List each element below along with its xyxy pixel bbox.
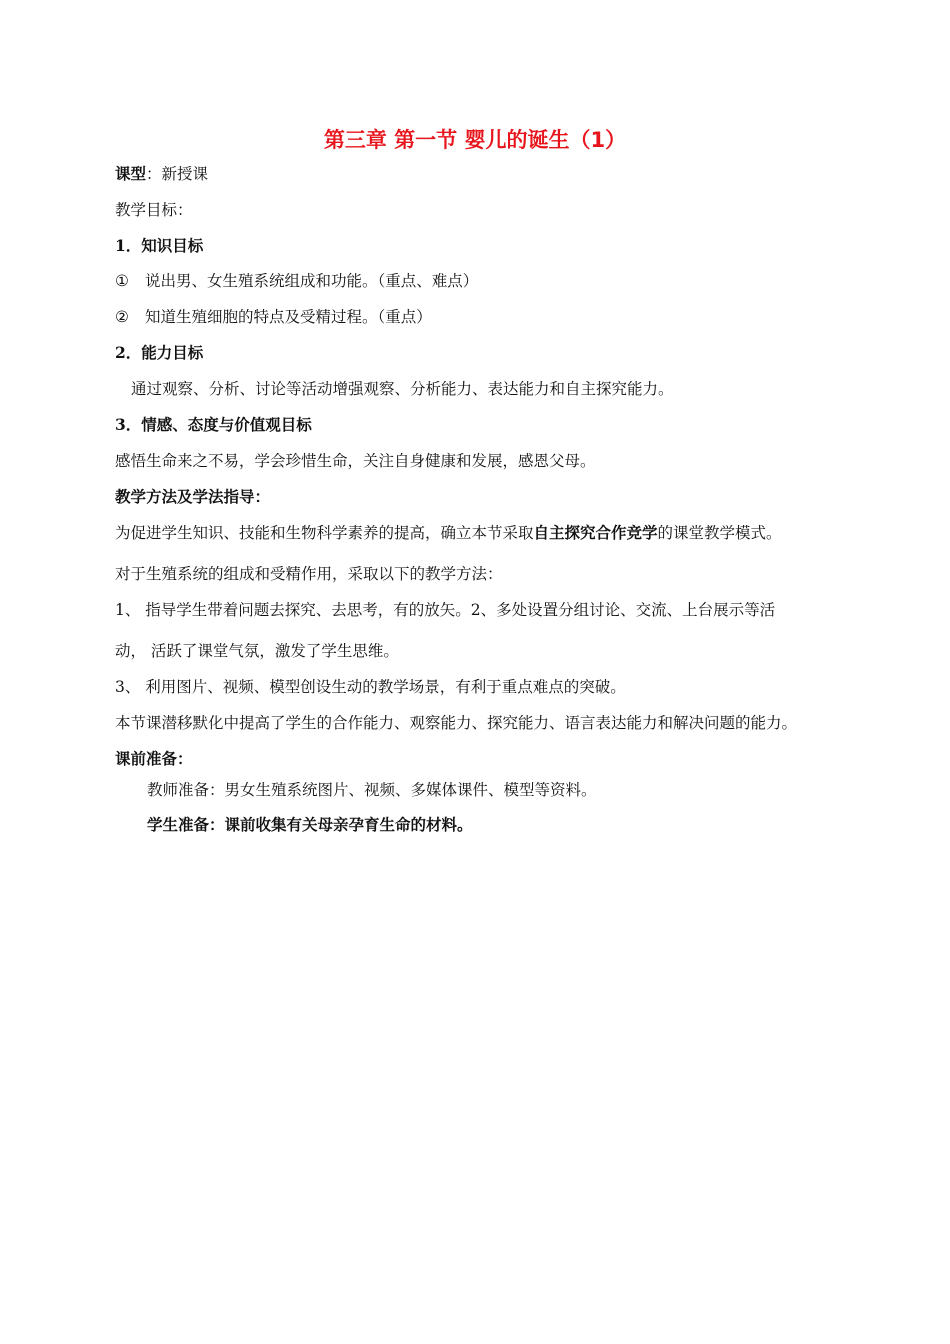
methods-intro-bold: 自主探究合作竞学 [533,523,658,542]
knowledge-item-1 [115,271,478,291]
emotion-text: 感悟生命来之不易，学会珍惜生命，关注自身健康和发展，感恩父母。 [115,452,596,470]
emotion-heading: 3．情感、态度与价值观目标 [115,415,312,434]
knowledge-item-2-text: 知道生殖细胞的特点及受精过程。（重点） [145,308,432,326]
methods-para-2: 对于生殖系统的组成和受精作用，采取以下的教学方法： [115,565,503,583]
methods-summary: 本节课潜移默化中提高了学生的合作能力、观察能力、探究能力、语言表达能力和解决问题的能力。 [115,714,798,732]
prep-teacher: 教师准备：男女生殖系统图片、视频、多媒体课件、模型等资料。 [147,781,597,799]
knowledge-item-2-marker: ② [115,308,129,326]
knowledge-item-1-text: 说出男、女生殖系统组成和功能。（重点、难点） [145,272,479,290]
prep-student: 学生准备：课前收集有关母亲孕育生命的材料。 [147,815,473,834]
lesson-type-sep: ： [146,165,162,183]
methods-item-1-line-1: 1、 指导学生带着问题去探究、去思考，有的放矢。2、多处设置分组讨论、交流、上台展示等活 [115,601,776,619]
knowledge-item-2 [115,307,432,327]
document-title: 第三章 第一节 婴儿的诞生（1） [323,128,627,152]
methods-item-3: 3、 利用图片、视频、模型创设生动的教学场景，有利于重点难点的突破。 [115,678,626,696]
knowledge-item-1-marker: ① [115,272,129,290]
methods-intro-pre: 为促进学生知识、技能和生物科学素养的提高，确立本节采取 [115,524,534,542]
prep-heading: 课前准备： [115,749,193,768]
methods-item-1-line-2: 动， 活跃了课堂气氛，激发了学生思维。 [115,642,399,660]
lesson-type-label: 课型 [115,164,147,183]
lesson-type-line [115,164,208,184]
knowledge-heading: 1．知识目标 [115,236,204,255]
methods-heading: 教学方法及学法指导： [115,487,271,506]
lesson-type-value: 新授课 [161,165,209,183]
objectives-heading: 教学目标： [115,201,193,219]
methods-intro-post: 的课堂教学模式。 [657,524,782,542]
ability-text: 通过观察、分析、讨论等活动增强观察、分析能力、表达能力和自主探究能力。 [131,380,674,398]
ability-heading: 2．能力目标 [115,343,204,362]
methods-intro [115,523,782,543]
